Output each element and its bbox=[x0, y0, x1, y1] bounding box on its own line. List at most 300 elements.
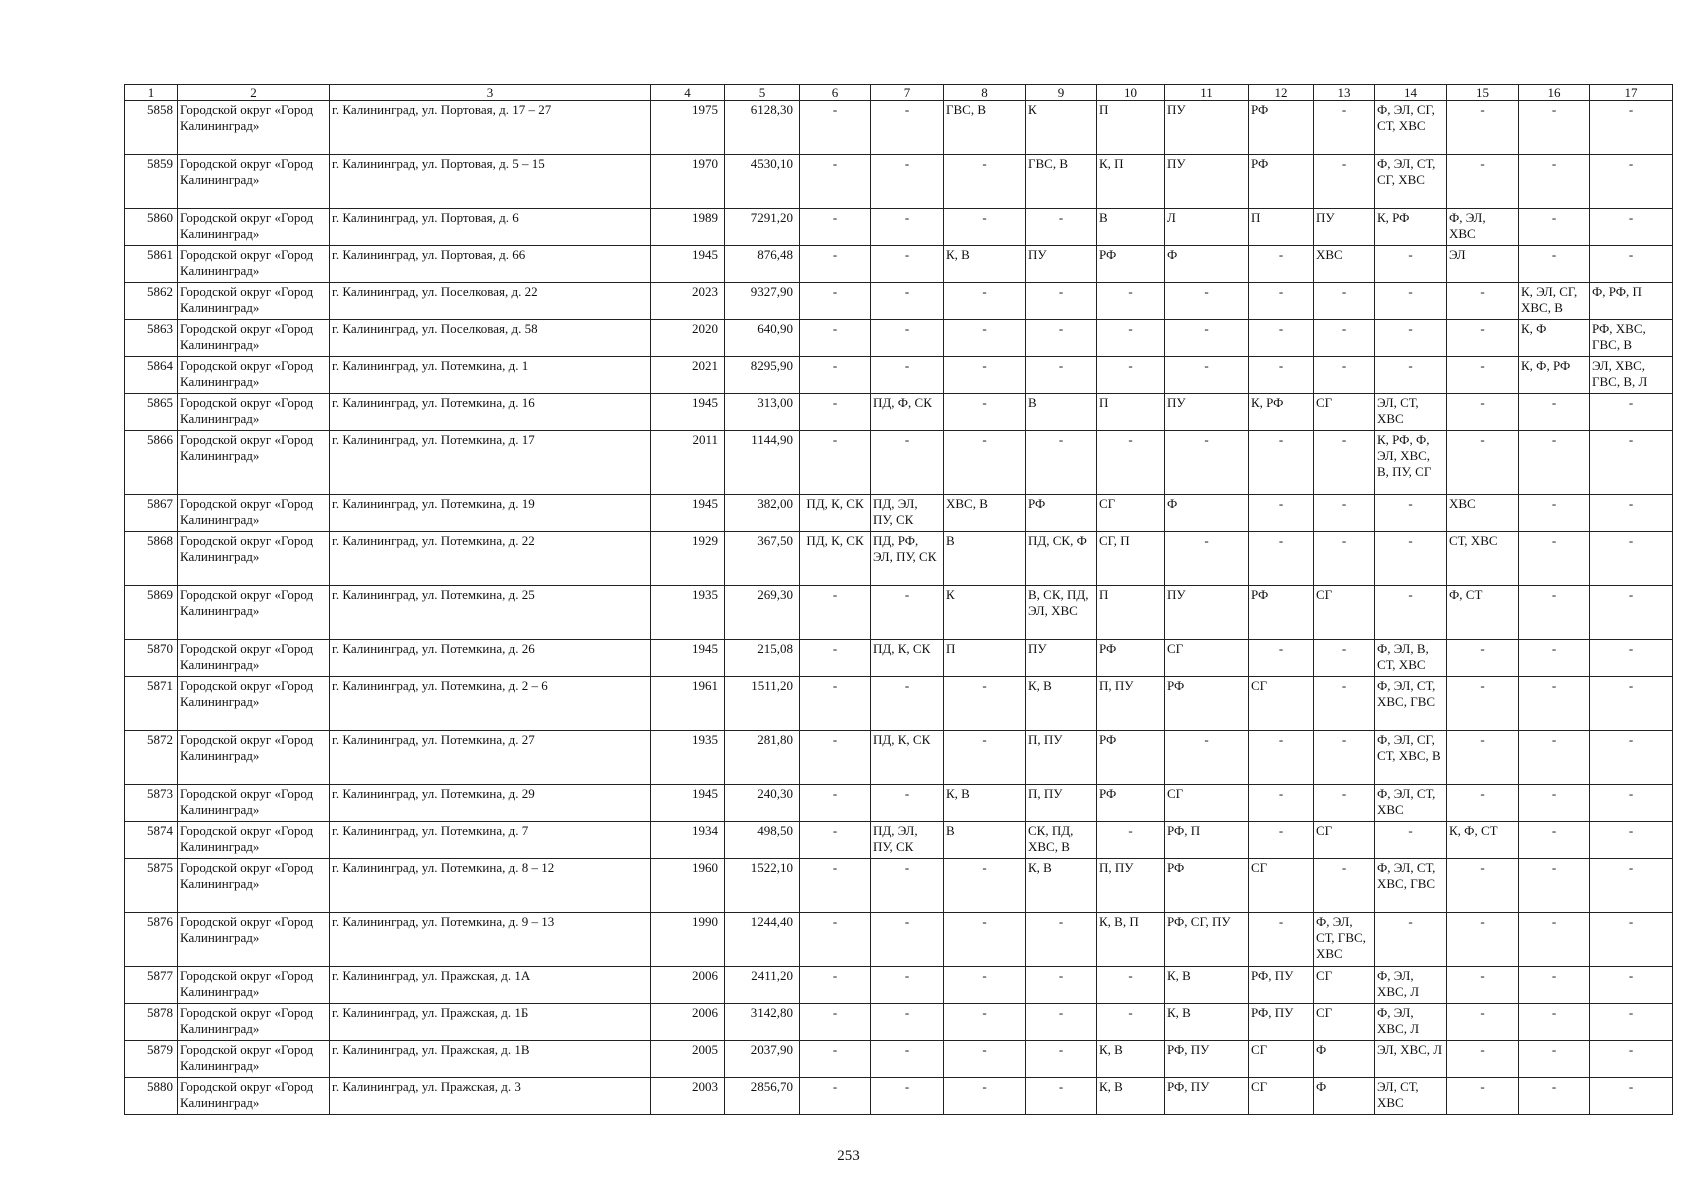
table-cell: 382,00 bbox=[725, 495, 800, 532]
table-cell: ПД, К, СК bbox=[800, 495, 871, 532]
table-cell: Городской округ «Город Калининград» bbox=[178, 640, 330, 677]
table-cell: К, В bbox=[1097, 1078, 1165, 1115]
table-cell: - bbox=[871, 859, 944, 913]
table-cell: - bbox=[871, 967, 944, 1004]
table-cell: РФ, ПУ bbox=[1165, 1041, 1249, 1078]
table-cell: - bbox=[871, 320, 944, 357]
table-cell: Ф, РФ, П bbox=[1590, 283, 1673, 320]
table-cell: - bbox=[1097, 967, 1165, 1004]
table-cell: - bbox=[1519, 677, 1590, 731]
table-cell: - bbox=[800, 155, 871, 209]
table-cell: г. Калининград, ул. Потемкина, д. 8 – 12 bbox=[330, 859, 651, 913]
table-cell: ПД, СК, Ф bbox=[1026, 532, 1097, 586]
table-cell: г. Калининград, ул. Поселковая, д. 58 bbox=[330, 320, 651, 357]
table-cell: 8295,90 bbox=[725, 357, 800, 394]
table-cell: 6128,30 bbox=[725, 101, 800, 155]
table-cell: - bbox=[1165, 320, 1249, 357]
table-cell: - bbox=[1447, 731, 1519, 785]
table-cell: - bbox=[1249, 357, 1314, 394]
table-cell: г. Калининград, ул. Портовая, д. 5 – 15 bbox=[330, 155, 651, 209]
table-cell: - bbox=[1447, 1078, 1519, 1115]
table-cell: - bbox=[871, 785, 944, 822]
table-cell: 9327,90 bbox=[725, 283, 800, 320]
table-cell: РФ bbox=[1026, 495, 1097, 532]
table-cell: - bbox=[871, 246, 944, 283]
table-cell: Городской округ «Город Калининград» bbox=[178, 822, 330, 859]
table-cell: ПУ bbox=[1165, 101, 1249, 155]
table-row bbox=[125, 394, 1673, 431]
row-number-cell: 5871 bbox=[125, 677, 178, 731]
table-cell: СГ bbox=[1249, 1078, 1314, 1115]
row-number-cell: 5863 bbox=[125, 320, 178, 357]
table-cell: В, СК, ПД, ЭЛ, ХВС bbox=[1026, 586, 1097, 640]
table-cell: 2020 bbox=[651, 320, 725, 357]
table-cell: - bbox=[1590, 731, 1673, 785]
table-cell: Городской округ «Город Калининград» bbox=[178, 101, 330, 155]
table-cell: - bbox=[1519, 431, 1590, 495]
table-cell: ПУ bbox=[1165, 155, 1249, 209]
table-cell: 640,90 bbox=[725, 320, 800, 357]
table-cell: Городской округ «Город Калининград» bbox=[178, 1041, 330, 1078]
table-row bbox=[125, 209, 1673, 246]
table-cell: К, РФ bbox=[1375, 209, 1447, 246]
table-cell: - bbox=[1519, 495, 1590, 532]
row-number-cell: 5860 bbox=[125, 209, 178, 246]
table-cell: - bbox=[871, 913, 944, 967]
table-cell: - bbox=[1590, 913, 1673, 967]
table-cell: - bbox=[1249, 246, 1314, 283]
table-cell: - bbox=[871, 1078, 944, 1115]
table-cell: г. Калининград, ул. Поселковая, д. 22 bbox=[330, 283, 651, 320]
table-cell: - bbox=[1165, 431, 1249, 495]
table-cell: - bbox=[1249, 320, 1314, 357]
row-number-cell: 5877 bbox=[125, 967, 178, 1004]
table-cell: - bbox=[1249, 913, 1314, 967]
table-cell: - bbox=[1375, 283, 1447, 320]
table-row bbox=[125, 495, 1673, 532]
table-cell: - bbox=[1519, 640, 1590, 677]
table-cell: Ф, ЭЛ, СТ, ХВС, ГВС bbox=[1375, 677, 1447, 731]
table-row bbox=[125, 283, 1673, 320]
table-cell: ХВС bbox=[1447, 495, 1519, 532]
table-cell: - bbox=[871, 1004, 944, 1041]
table-row bbox=[125, 320, 1673, 357]
table-cell: Ф bbox=[1314, 1041, 1375, 1078]
table-cell: - bbox=[1590, 967, 1673, 1004]
table-cell: - bbox=[944, 394, 1026, 431]
table-cell: - bbox=[800, 357, 871, 394]
table-cell: - bbox=[1249, 731, 1314, 785]
header-cell: 16 bbox=[1519, 85, 1590, 101]
table-cell: 1989 bbox=[651, 209, 725, 246]
header-cell: 13 bbox=[1314, 85, 1375, 101]
table-cell: - bbox=[1314, 101, 1375, 155]
table-cell: ХВС, В bbox=[944, 495, 1026, 532]
table-cell: - bbox=[1590, 431, 1673, 495]
table-cell: СГ bbox=[1314, 822, 1375, 859]
row-number-cell: 5865 bbox=[125, 394, 178, 431]
table-cell: СГ bbox=[1249, 859, 1314, 913]
table-cell: г. Калининград, ул. Потемкина, д. 16 bbox=[330, 394, 651, 431]
table-cell: К, В bbox=[1097, 1041, 1165, 1078]
table-cell: Городской округ «Город Калининград» bbox=[178, 431, 330, 495]
table-cell: - bbox=[1314, 731, 1375, 785]
table-cell: г. Калининград, ул. Портовая, д. 66 bbox=[330, 246, 651, 283]
table-cell: - bbox=[800, 731, 871, 785]
table-cell: - bbox=[1314, 357, 1375, 394]
table-cell: ПУ bbox=[1026, 640, 1097, 677]
table-cell: - bbox=[800, 785, 871, 822]
table-cell: - bbox=[1314, 677, 1375, 731]
table-cell: - bbox=[1447, 155, 1519, 209]
table-cell: - bbox=[944, 283, 1026, 320]
table-cell: - bbox=[871, 1041, 944, 1078]
table-cell: Ф bbox=[1314, 1078, 1375, 1115]
table-cell: К, ЭЛ, СГ, ХВС, В bbox=[1519, 283, 1590, 320]
table-cell: г. Калининград, ул. Потемкина, д. 2 – 6 bbox=[330, 677, 651, 731]
table-cell: ХВС bbox=[1314, 246, 1375, 283]
header-cell: 15 bbox=[1447, 85, 1519, 101]
table-cell: - bbox=[1447, 640, 1519, 677]
table-cell: 2003 bbox=[651, 1078, 725, 1115]
table-cell: РФ, ПУ bbox=[1165, 1078, 1249, 1115]
table-cell: Городской округ «Город Калининград» bbox=[178, 495, 330, 532]
table-cell: - bbox=[1375, 586, 1447, 640]
table-cell: - bbox=[1590, 101, 1673, 155]
table-cell: - bbox=[1447, 283, 1519, 320]
table-cell: 1975 bbox=[651, 101, 725, 155]
table-cell: ПУ bbox=[1026, 246, 1097, 283]
table-cell: К, Ф bbox=[1519, 320, 1590, 357]
table-cell: - bbox=[800, 640, 871, 677]
table-cell: - bbox=[1249, 640, 1314, 677]
table-cell: К, В bbox=[1026, 677, 1097, 731]
table-cell: - bbox=[1375, 822, 1447, 859]
table-cell: 2006 bbox=[651, 1004, 725, 1041]
table-cell: - bbox=[1375, 913, 1447, 967]
table-cell: 215,08 bbox=[725, 640, 800, 677]
table-cell: - bbox=[1026, 913, 1097, 967]
table-cell: - bbox=[1519, 246, 1590, 283]
row-number-cell: 5878 bbox=[125, 1004, 178, 1041]
table-cell: - bbox=[1249, 495, 1314, 532]
table-cell: - bbox=[1447, 1041, 1519, 1078]
table-cell: - bbox=[1165, 532, 1249, 586]
table-cell: ПД, РФ, ЭЛ, ПУ, СК bbox=[871, 532, 944, 586]
table-cell: 2037,90 bbox=[725, 1041, 800, 1078]
table-cell: г. Калининград, ул. Потемкина, д. 29 bbox=[330, 785, 651, 822]
table-cell: 1945 bbox=[651, 246, 725, 283]
table-cell: - bbox=[1590, 640, 1673, 677]
table-cell: ПУ bbox=[1165, 586, 1249, 640]
table-cell: - bbox=[1447, 913, 1519, 967]
table-cell: ЭЛ bbox=[1447, 246, 1519, 283]
page-number: 253 bbox=[837, 1148, 860, 1164]
table-cell: ГВС, В bbox=[1026, 155, 1097, 209]
table-cell: - bbox=[1590, 822, 1673, 859]
table-cell: ПУ bbox=[1314, 209, 1375, 246]
table-cell: К, Ф, РФ bbox=[1519, 357, 1590, 394]
table-cell: В bbox=[944, 532, 1026, 586]
table-cell: СГ bbox=[1314, 586, 1375, 640]
table-cell: г. Калининград, ул. Портовая, д. 17 – 27 bbox=[330, 101, 651, 155]
table-cell: 240,30 bbox=[725, 785, 800, 822]
table-cell: - bbox=[1249, 532, 1314, 586]
table-cell: - bbox=[1519, 101, 1590, 155]
table-cell: 281,80 bbox=[725, 731, 800, 785]
table-cell: - bbox=[1519, 859, 1590, 913]
table-cell: Ф, ЭЛ, СТ, ХВС bbox=[1375, 785, 1447, 822]
row-number-cell: 5866 bbox=[125, 431, 178, 495]
table-cell: Городской округ «Город Калининград» bbox=[178, 859, 330, 913]
table-cell: ЭЛ, ХВС, Л bbox=[1375, 1041, 1447, 1078]
table-cell: Городской округ «Город Калининград» bbox=[178, 677, 330, 731]
table-cell: - bbox=[1026, 1041, 1097, 1078]
table-row bbox=[125, 246, 1673, 283]
table-cell: г. Калининград, ул. Потемкина, д. 25 bbox=[330, 586, 651, 640]
table-cell: П bbox=[1097, 586, 1165, 640]
header-cell: 9 bbox=[1026, 85, 1097, 101]
table-cell: - bbox=[1519, 913, 1590, 967]
table-cell: - bbox=[1314, 431, 1375, 495]
table-cell: СГ bbox=[1314, 394, 1375, 431]
table-cell: Городской округ «Город Калининград» bbox=[178, 785, 330, 822]
table-cell: 876,48 bbox=[725, 246, 800, 283]
table-cell: - bbox=[1314, 859, 1375, 913]
table-cell: ЭЛ, СТ, ХВС bbox=[1375, 1078, 1447, 1115]
table-cell: - bbox=[1519, 532, 1590, 586]
table-cell: Городской округ «Город Калининград» bbox=[178, 209, 330, 246]
row-number-cell: 5869 bbox=[125, 586, 178, 640]
table-cell: - bbox=[944, 731, 1026, 785]
table-cell: - bbox=[1590, 394, 1673, 431]
table-cell: К bbox=[1026, 101, 1097, 155]
table-cell: - bbox=[944, 1004, 1026, 1041]
table-cell: г. Калининград, ул. Потемкина, д. 9 – 13 bbox=[330, 913, 651, 967]
header-row bbox=[125, 85, 1673, 101]
table-row bbox=[125, 677, 1673, 731]
table-cell: Городской округ «Город Калининград» bbox=[178, 320, 330, 357]
table-cell: г. Калининград, ул. Потемкина, д. 1 bbox=[330, 357, 651, 394]
table-row bbox=[125, 967, 1673, 1004]
table-cell: В bbox=[944, 822, 1026, 859]
table-row bbox=[125, 431, 1673, 495]
table-cell: Городской округ «Город Калининград» bbox=[178, 1004, 330, 1041]
table-cell: - bbox=[1097, 357, 1165, 394]
table-cell: - bbox=[1165, 731, 1249, 785]
table-cell: 7291,20 bbox=[725, 209, 800, 246]
table-cell: ПД, ЭЛ, ПУ, СК bbox=[871, 495, 944, 532]
row-number-cell: 5859 bbox=[125, 155, 178, 209]
table-cell: - bbox=[1590, 155, 1673, 209]
table-cell: - bbox=[1026, 1004, 1097, 1041]
table-cell: 1961 bbox=[651, 677, 725, 731]
table-cell: К, Ф, СТ bbox=[1447, 822, 1519, 859]
row-number-cell: 5879 bbox=[125, 1041, 178, 1078]
table-cell: 2411,20 bbox=[725, 967, 800, 1004]
table-cell: 2023 bbox=[651, 283, 725, 320]
table-cell: 1945 bbox=[651, 495, 725, 532]
table-cell: - bbox=[800, 209, 871, 246]
table-row bbox=[125, 640, 1673, 677]
table-cell: Городской округ «Город Калининград» bbox=[178, 357, 330, 394]
table-cell: РФ, ПУ bbox=[1249, 1004, 1314, 1041]
table-cell: г. Калининград, ул. Потемкина, д. 27 bbox=[330, 731, 651, 785]
table-row bbox=[125, 1078, 1673, 1115]
table-cell: - bbox=[1519, 967, 1590, 1004]
table-cell: - bbox=[1590, 859, 1673, 913]
table-cell: К, В bbox=[1165, 967, 1249, 1004]
table-cell: СГ bbox=[1249, 677, 1314, 731]
table-cell: К, В bbox=[1165, 1004, 1249, 1041]
row-number-cell: 5876 bbox=[125, 913, 178, 967]
table-cell: - bbox=[1447, 859, 1519, 913]
table-row bbox=[125, 785, 1673, 822]
table-cell: - bbox=[944, 320, 1026, 357]
table-cell: К bbox=[944, 586, 1026, 640]
table-cell: К, РФ, Ф, ЭЛ, ХВС, В, ПУ, СГ bbox=[1375, 431, 1447, 495]
table-cell: 1990 bbox=[651, 913, 725, 967]
table-cell: Ф, ЭЛ, СТ, ХВС, ГВС bbox=[1375, 859, 1447, 913]
table-cell: 1960 bbox=[651, 859, 725, 913]
table-cell: - bbox=[1447, 967, 1519, 1004]
table-cell: Ф, ЭЛ, СГ, СТ, ХВС, В bbox=[1375, 731, 1447, 785]
table-cell: - bbox=[944, 209, 1026, 246]
table-cell: 1945 bbox=[651, 785, 725, 822]
table-cell: Ф, ЭЛ, СГ, СТ, ХВС bbox=[1375, 101, 1447, 155]
header-cell: 6 bbox=[800, 85, 871, 101]
table-cell: г. Калининград, ул. Пражская, д. 1А bbox=[330, 967, 651, 1004]
table-cell: 1935 bbox=[651, 731, 725, 785]
header-cell: 12 bbox=[1249, 85, 1314, 101]
table-cell: ЭЛ, ХВС, ГВС, В, Л bbox=[1590, 357, 1673, 394]
table-cell: ПУ bbox=[1165, 394, 1249, 431]
table-cell: - bbox=[1026, 283, 1097, 320]
table-row bbox=[125, 532, 1673, 586]
table-cell: В bbox=[1026, 394, 1097, 431]
table-cell: - bbox=[1249, 283, 1314, 320]
table-cell: - bbox=[1590, 1004, 1673, 1041]
table-cell: - bbox=[1447, 320, 1519, 357]
header-cell: 5 bbox=[725, 85, 800, 101]
table-row bbox=[125, 357, 1673, 394]
table-cell: г. Калининград, ул. Пражская, д. 1Б bbox=[330, 1004, 651, 1041]
table-row bbox=[125, 586, 1673, 640]
table-cell: РФ, ПУ bbox=[1249, 967, 1314, 1004]
header-cell: 4 bbox=[651, 85, 725, 101]
table-cell: - bbox=[800, 431, 871, 495]
register-table bbox=[124, 84, 1673, 1115]
table-cell: - bbox=[1026, 320, 1097, 357]
table-cell: - bbox=[1447, 677, 1519, 731]
table-cell: 1929 bbox=[651, 532, 725, 586]
table-cell: - bbox=[1590, 586, 1673, 640]
table-cell: - bbox=[1519, 785, 1590, 822]
table-cell: - bbox=[800, 677, 871, 731]
table-cell: - bbox=[1375, 357, 1447, 394]
table-cell: Ф, ЭЛ, ХВС, Л bbox=[1375, 967, 1447, 1004]
table-cell: СТ, ХВС bbox=[1447, 532, 1519, 586]
table-cell: г. Калининград, ул. Потемкина, д. 17 bbox=[330, 431, 651, 495]
table-cell: - bbox=[800, 320, 871, 357]
row-number-cell: 5867 bbox=[125, 495, 178, 532]
table-cell: РФ bbox=[1097, 640, 1165, 677]
header-cell: 2 bbox=[178, 85, 330, 101]
table-cell: П bbox=[1097, 101, 1165, 155]
table-cell: РФ bbox=[1097, 785, 1165, 822]
table-cell: П bbox=[1097, 394, 1165, 431]
table-cell: - bbox=[1590, 495, 1673, 532]
table-cell: - bbox=[1447, 431, 1519, 495]
row-number-cell: 5870 bbox=[125, 640, 178, 677]
row-number-cell: 5872 bbox=[125, 731, 178, 785]
table-cell: - bbox=[944, 431, 1026, 495]
table-cell: г. Калининград, ул. Пражская, д. 3 bbox=[330, 1078, 651, 1115]
table-cell: 2005 bbox=[651, 1041, 725, 1078]
table-cell: - bbox=[871, 155, 944, 209]
row-number-cell: 5875 bbox=[125, 859, 178, 913]
table-cell: РФ bbox=[1097, 731, 1165, 785]
table-cell: - bbox=[1590, 209, 1673, 246]
table-cell: г. Калининград, ул. Потемкина, д. 7 bbox=[330, 822, 651, 859]
table-cell: - bbox=[871, 677, 944, 731]
table-cell: - bbox=[1590, 246, 1673, 283]
table-cell: П, ПУ bbox=[1026, 731, 1097, 785]
table-cell: г. Калининград, ул. Пражская, д. 1В bbox=[330, 1041, 651, 1078]
table-cell: К, РФ bbox=[1249, 394, 1314, 431]
table-cell: 269,30 bbox=[725, 586, 800, 640]
table-cell: ЭЛ, СТ, ХВС bbox=[1375, 394, 1447, 431]
table-cell: - bbox=[1314, 640, 1375, 677]
table-cell: г. Калининград, ул. Потемкина, д. 26 bbox=[330, 640, 651, 677]
header-cell: 14 bbox=[1375, 85, 1447, 101]
table-cell: - bbox=[1097, 283, 1165, 320]
table-cell: Ф, СТ bbox=[1447, 586, 1519, 640]
table-cell: - bbox=[1375, 246, 1447, 283]
table-cell: - bbox=[1375, 495, 1447, 532]
table-cell: 1144,90 bbox=[725, 431, 800, 495]
table-cell: - bbox=[1314, 785, 1375, 822]
table-cell: - bbox=[871, 357, 944, 394]
table-cell: - bbox=[800, 859, 871, 913]
table-cell: СГ, П bbox=[1097, 532, 1165, 586]
table-cell: - bbox=[1447, 101, 1519, 155]
table-cell: П, ПУ bbox=[1097, 677, 1165, 731]
table-cell: - bbox=[1519, 1041, 1590, 1078]
table-cell: - bbox=[871, 101, 944, 155]
header-cell: 3 bbox=[330, 85, 651, 101]
table-cell: - bbox=[800, 586, 871, 640]
table-cell: - bbox=[944, 967, 1026, 1004]
table-cell: - bbox=[1314, 155, 1375, 209]
row-number-cell: 5858 bbox=[125, 101, 178, 155]
table-cell: Городской округ «Город Калининград» bbox=[178, 394, 330, 431]
table-cell: ПД, К, СК bbox=[871, 731, 944, 785]
table-cell: - bbox=[800, 1078, 871, 1115]
table-cell: - bbox=[1590, 532, 1673, 586]
table-cell: СГ bbox=[1249, 1041, 1314, 1078]
table-row bbox=[125, 1004, 1673, 1041]
table-cell: Городской округ «Город Калининград» bbox=[178, 246, 330, 283]
table-cell: К, П bbox=[1097, 155, 1165, 209]
table-cell: - bbox=[1097, 431, 1165, 495]
table-cell: - bbox=[871, 209, 944, 246]
table-cell: 313,00 bbox=[725, 394, 800, 431]
table-cell: - bbox=[1026, 357, 1097, 394]
table-cell: - bbox=[800, 1041, 871, 1078]
table-cell: Ф bbox=[1165, 495, 1249, 532]
table-cell: Ф, ЭЛ, СТ, СГ, ХВС bbox=[1375, 155, 1447, 209]
